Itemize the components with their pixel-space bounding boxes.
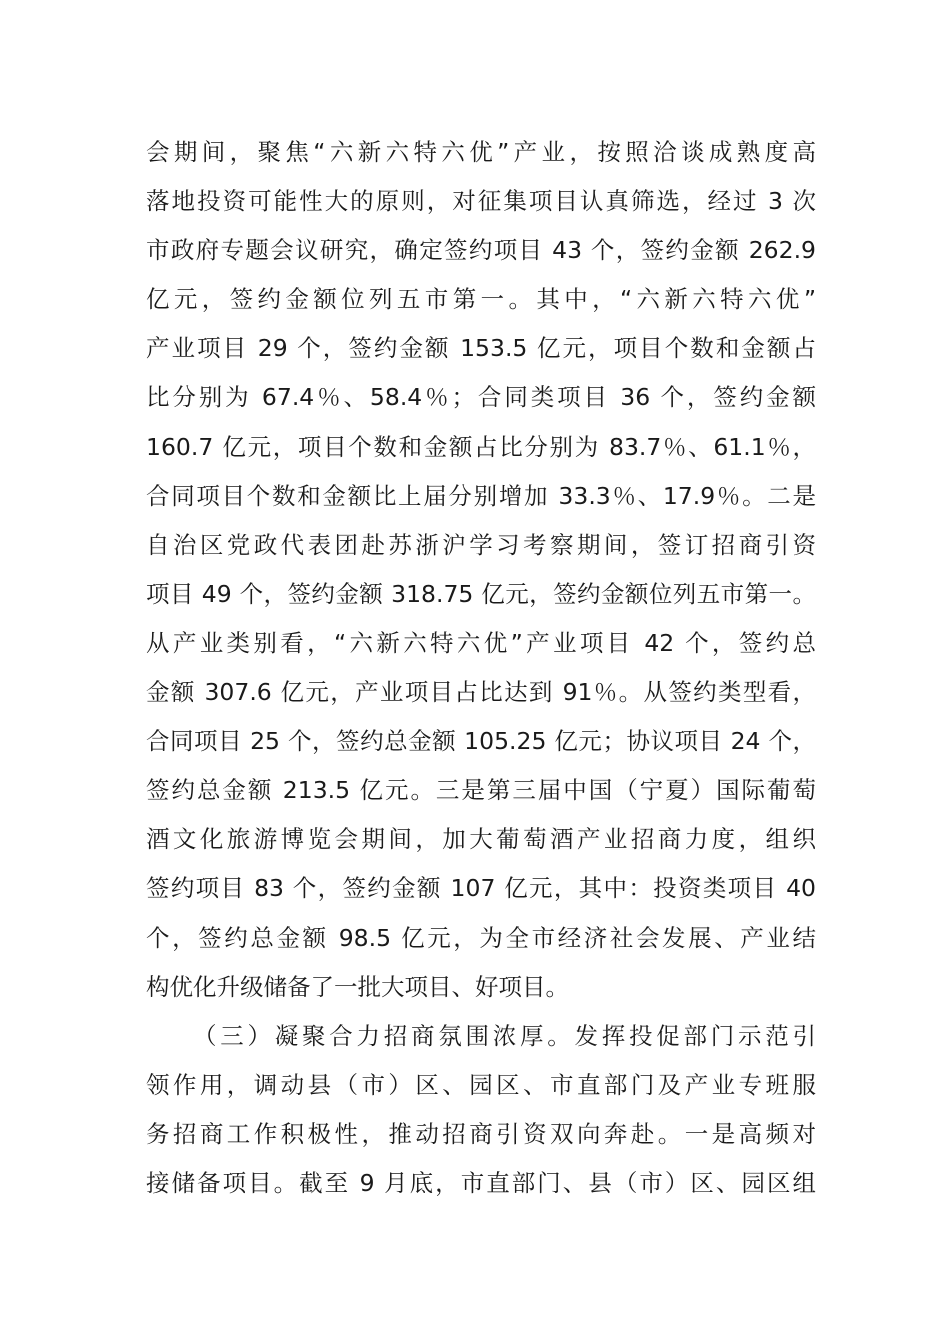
text-line: 市政府专题会议研究，确定签约项目 43 个，签约金额 262.9 [146, 236, 816, 265]
text-line: 亿元，签约金额位列五市第一。其中，“六新六特六优” [146, 285, 816, 314]
text-line: 自治区党政代表团赴苏浙沪学习考察期间，签订招商引资 [146, 530, 816, 559]
text-line: 个，签约总金额 98.5 亿元，为全市经济社会发展、产业结 [146, 923, 816, 952]
text-line: 签约项目 83 个，签约金额 107 亿元，其中：投资类项目 40 [146, 874, 816, 903]
text-line: 从产业类别看，“六新六特六优”产业项目 42 个，签约总 [146, 628, 816, 657]
text-line: 合同项目个数和金额比上届分别增加 33.3％、17.9％。二是 [146, 481, 816, 510]
text-line: 落地投资可能性大的原则，对征集项目认真筛选，经过 3 次 [146, 187, 816, 216]
text-line: 比分别为 67.4％、58.4％；合同类项目 36 个，签约金额 [146, 383, 816, 412]
text-line: 项目 49 个，签约金额 318.75 亿元，签约金额位列五市第一。 [146, 579, 816, 608]
text-line: 160.7 亿元，项目个数和金额占比分别为 83.7％、61.1％， [146, 432, 816, 461]
text-line: 产业项目 29 个，签约金额 153.5 亿元，项目个数和金额占 [146, 334, 816, 363]
text-line: 合同项目 25 个，签约总金额 105.25 亿元；协议项目 24 个， [146, 727, 816, 756]
text-line: 务招商工作积极性，推动招商引资双向奔赴。一是高频对 [146, 1119, 816, 1148]
text-line: 会期间，聚焦“六新六特六优”产业，按照洽谈成熟度高 [146, 138, 816, 166]
text-line: 金额 307.6 亿元，产业项目占比达到 91％。从签约类型看， [146, 678, 816, 707]
text-line: 酒文化旅游博览会期间，加大葡萄酒产业招商力度，组织 [146, 825, 816, 854]
text-line: 接储备项目。截至 9 月底，市直部门、县（市）区、园区组 [146, 1168, 816, 1197]
text-line: 领作用，调动县（市）区、园区、市直部门及产业专班服 [146, 1070, 816, 1099]
paragraph-end-line: 构优化升级储备了一批大项目、好项目。 [146, 972, 569, 1001]
text-line: 签约总金额 213.5 亿元。三是第三届中国（宁夏）国际葡萄 [146, 776, 816, 805]
body-text [146, 128, 816, 1208]
section-heading-line: （三）凝聚合力招商氛围浓厚。发挥投促部门示范引 [193, 1021, 816, 1050]
